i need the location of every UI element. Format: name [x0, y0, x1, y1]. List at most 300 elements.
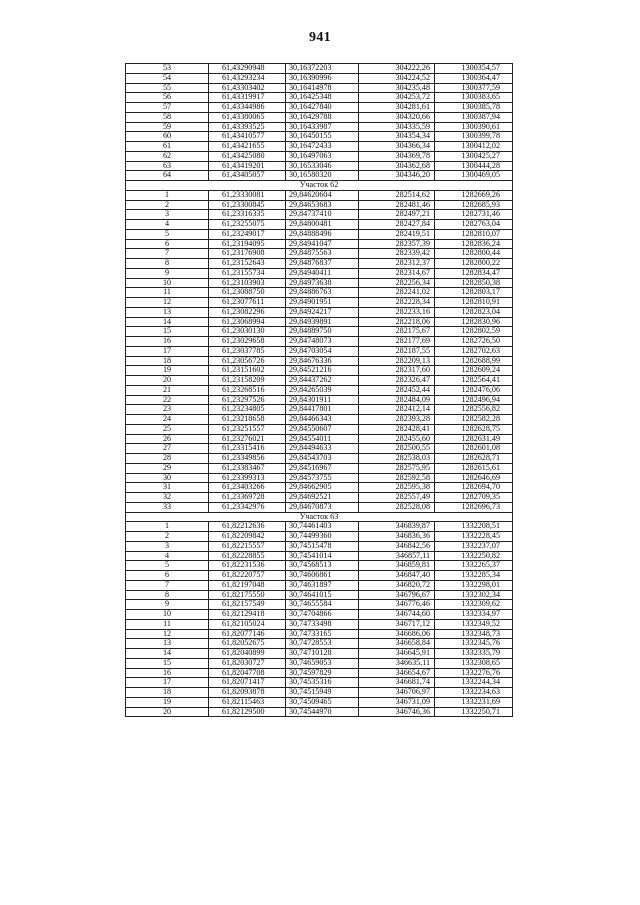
y-coordinate-cell: 1282830,96 — [435, 317, 513, 327]
y-coordinate-cell: 1282810,07 — [435, 229, 513, 239]
latitude-cell: 61,23234805 — [209, 405, 286, 415]
point-number-cell: 8 — [126, 259, 209, 269]
x-coordinate-cell: 282575,95 — [359, 463, 435, 473]
point-number-cell: 25 — [126, 424, 209, 434]
x-coordinate-cell: 282528,08 — [359, 502, 435, 512]
table-row — [126, 658, 513, 668]
latitude-cell: 61,23056726 — [209, 356, 286, 366]
table-row — [126, 307, 513, 317]
y-coordinate-cell: 1282688,99 — [435, 356, 513, 366]
point-number-cell: 18 — [126, 356, 209, 366]
x-coordinate-cell: 282314,67 — [359, 268, 435, 278]
longitude-cell: 30,16450155 — [286, 132, 359, 142]
point-number-cell: 2 — [126, 532, 209, 542]
longitude-cell: 29,84941047 — [286, 239, 359, 249]
point-number-cell: 18 — [126, 688, 209, 698]
point-number-cell: 2 — [126, 200, 209, 210]
y-coordinate-cell: 1282834,47 — [435, 268, 513, 278]
longitude-cell: 30,74515478 — [286, 541, 359, 551]
latitude-cell: 61,82115463 — [209, 697, 286, 707]
x-coordinate-cell: 282497,21 — [359, 210, 435, 220]
longitude-cell: 29,84973638 — [286, 278, 359, 288]
table-row — [126, 619, 513, 629]
longitude-cell: 30,74655584 — [286, 600, 359, 610]
y-coordinate-cell: 1282800,44 — [435, 249, 513, 259]
x-coordinate-cell: 304362,68 — [359, 161, 435, 171]
longitude-cell: 29,84521216 — [286, 366, 359, 376]
longitude-cell: 30,74597829 — [286, 668, 359, 678]
point-number-cell: 4 — [126, 551, 209, 561]
table-row — [126, 259, 513, 269]
y-coordinate-cell: 1282601,08 — [435, 444, 513, 454]
longitude-cell: 29,84620604 — [286, 190, 359, 200]
latitude-cell: 61,43419201 — [209, 161, 286, 171]
y-coordinate-cell: 1282631,49 — [435, 434, 513, 444]
table-row — [126, 571, 513, 581]
x-coordinate-cell: 282312,37 — [359, 259, 435, 269]
latitude-cell: 61,23068994 — [209, 317, 286, 327]
table-row — [126, 346, 513, 356]
table-row — [126, 415, 513, 425]
latitude-cell: 61,23316335 — [209, 210, 286, 220]
x-coordinate-cell: 282500,55 — [359, 444, 435, 454]
y-coordinate-cell: 1282810,91 — [435, 298, 513, 308]
longitude-cell: 29,84670873 — [286, 502, 359, 512]
point-number-cell: 29 — [126, 463, 209, 473]
y-coordinate-cell: 1332237,07 — [435, 541, 513, 551]
table-row — [126, 405, 513, 415]
x-coordinate-cell: 346839,87 — [359, 522, 435, 532]
x-coordinate-cell: 304235,48 — [359, 83, 435, 93]
table-row — [126, 239, 513, 249]
point-number-cell: 26 — [126, 434, 209, 444]
table-row — [126, 678, 513, 688]
y-coordinate-cell: 1300412,02 — [435, 142, 513, 152]
longitude-cell: 29,84748073 — [286, 337, 359, 347]
point-number-cell: 5 — [126, 229, 209, 239]
longitude-cell: 30,16372203 — [286, 64, 359, 74]
x-coordinate-cell: 346686,06 — [359, 629, 435, 639]
point-number-cell: 8 — [126, 590, 209, 600]
longitude-cell: 30,74461403 — [286, 522, 359, 532]
latitude-cell: 61,82052675 — [209, 639, 286, 649]
y-coordinate-cell: 1282646,69 — [435, 473, 513, 483]
x-coordinate-cell: 346847,40 — [359, 571, 435, 581]
longitude-cell: 30,74659053 — [286, 658, 359, 668]
point-number-cell: 14 — [126, 649, 209, 659]
x-coordinate-cell: 346842,56 — [359, 541, 435, 551]
y-coordinate-cell: 1332285,34 — [435, 571, 513, 581]
point-number-cell: 3 — [126, 210, 209, 220]
latitude-cell: 61,23300845 — [209, 200, 286, 210]
point-number-cell: 24 — [126, 415, 209, 425]
x-coordinate-cell: 346658,84 — [359, 639, 435, 649]
table-row — [126, 112, 513, 122]
y-coordinate-cell: 1332208,51 — [435, 522, 513, 532]
latitude-cell: 61,43303402 — [209, 83, 286, 93]
table-row — [126, 376, 513, 386]
y-coordinate-cell: 1282800,22 — [435, 259, 513, 269]
table-row — [126, 668, 513, 678]
y-coordinate-cell: 1300354,57 — [435, 64, 513, 74]
y-coordinate-cell: 1282803,17 — [435, 288, 513, 298]
point-number-cell: 27 — [126, 444, 209, 454]
y-coordinate-cell: 1332234,63 — [435, 688, 513, 698]
y-coordinate-cell: 1282694,70 — [435, 483, 513, 493]
y-coordinate-cell: 1282556,82 — [435, 405, 513, 415]
table-row — [126, 220, 513, 230]
x-coordinate-cell: 346731,09 — [359, 697, 435, 707]
longitude-cell: 29,84889750 — [286, 327, 359, 337]
x-coordinate-cell: 346645,91 — [359, 649, 435, 659]
point-number-cell: 63 — [126, 161, 209, 171]
latitude-cell: 61,43410577 — [209, 132, 286, 142]
longitude-cell: 30,16429788 — [286, 112, 359, 122]
point-number-cell: 30 — [126, 473, 209, 483]
point-number-cell: 9 — [126, 268, 209, 278]
x-coordinate-cell: 282412,14 — [359, 405, 435, 415]
longitude-cell: 29,84939891 — [286, 317, 359, 327]
y-coordinate-cell: 1282763,04 — [435, 220, 513, 230]
point-number-cell: 54 — [126, 73, 209, 83]
latitude-cell: 61,23369728 — [209, 493, 286, 503]
point-number-cell: 6 — [126, 239, 209, 249]
table-row — [126, 424, 513, 434]
x-coordinate-cell: 282481,46 — [359, 200, 435, 210]
section-title: Участок 62 — [126, 181, 513, 191]
y-coordinate-cell: 1300377,59 — [435, 83, 513, 93]
x-coordinate-cell: 346836,36 — [359, 532, 435, 542]
y-coordinate-cell: 1282564,41 — [435, 376, 513, 386]
latitude-cell: 61,82129500 — [209, 707, 286, 717]
x-coordinate-cell: 282455,60 — [359, 434, 435, 444]
point-number-cell: 28 — [126, 454, 209, 464]
y-coordinate-cell: 1300469,05 — [435, 171, 513, 181]
latitude-cell: 61,82157549 — [209, 600, 286, 610]
y-coordinate-cell: 1300444,28 — [435, 161, 513, 171]
latitude-cell: 61,43290948 — [209, 64, 286, 74]
longitude-cell: 29,84901951 — [286, 298, 359, 308]
latitude-cell: 61,82030727 — [209, 658, 286, 668]
y-coordinate-cell: 1332348,73 — [435, 629, 513, 639]
point-number-cell: 64 — [126, 171, 209, 181]
latitude-cell: 61,23037785 — [209, 346, 286, 356]
longitude-cell: 30,74515949 — [286, 688, 359, 698]
longitude-cell: 29,84437262 — [286, 376, 359, 386]
y-coordinate-cell: 1282731,46 — [435, 210, 513, 220]
point-number-cell: 15 — [126, 658, 209, 668]
x-coordinate-cell: 282357,39 — [359, 239, 435, 249]
x-coordinate-cell: 346776,46 — [359, 600, 435, 610]
latitude-cell: 61,82175550 — [209, 590, 286, 600]
y-coordinate-cell: 1300399,78 — [435, 132, 513, 142]
y-coordinate-cell: 1300387,94 — [435, 112, 513, 122]
latitude-cell: 61,82197048 — [209, 580, 286, 590]
y-coordinate-cell: 1282582,28 — [435, 415, 513, 425]
point-number-cell: 13 — [126, 639, 209, 649]
latitude-cell: 61,43344986 — [209, 103, 286, 113]
table-row — [126, 366, 513, 376]
point-number-cell: 11 — [126, 288, 209, 298]
point-number-cell: 10 — [126, 610, 209, 620]
y-coordinate-cell: 1282850,38 — [435, 278, 513, 288]
table-row — [126, 434, 513, 444]
latitude-cell: 61,23176908 — [209, 249, 286, 259]
latitude-cell: 61,23297526 — [209, 395, 286, 405]
longitude-cell: 30,74544970 — [286, 707, 359, 717]
table-row — [126, 356, 513, 366]
longitude-cell: 29,84692521 — [286, 493, 359, 503]
point-number-cell: 17 — [126, 346, 209, 356]
x-coordinate-cell: 282177,69 — [359, 337, 435, 347]
x-coordinate-cell: 304354,34 — [359, 132, 435, 142]
x-coordinate-cell: 282339,42 — [359, 249, 435, 259]
table-row — [126, 649, 513, 659]
longitude-cell: 29,84800481 — [286, 220, 359, 230]
y-coordinate-cell: 1332349,52 — [435, 619, 513, 629]
latitude-cell: 61,23103903 — [209, 278, 286, 288]
point-number-cell: 16 — [126, 337, 209, 347]
y-coordinate-cell: 1332334,97 — [435, 610, 513, 620]
point-number-cell: 14 — [126, 317, 209, 327]
section-title: Участок 63 — [126, 512, 513, 522]
longitude-cell: 29,84876837 — [286, 259, 359, 269]
x-coordinate-cell: 282538,03 — [359, 454, 435, 464]
x-coordinate-cell: 282557,49 — [359, 493, 435, 503]
longitude-cell: 30,74728553 — [286, 639, 359, 649]
longitude-cell: 29,84550607 — [286, 424, 359, 434]
table-row — [126, 93, 513, 103]
y-coordinate-cell: 1282726,50 — [435, 337, 513, 347]
latitude-cell: 61,23315416 — [209, 444, 286, 454]
point-number-cell: 17 — [126, 678, 209, 688]
y-coordinate-cell: 1332335,79 — [435, 649, 513, 659]
point-number-cell: 31 — [126, 483, 209, 493]
latitude-cell: 61,82212636 — [209, 522, 286, 532]
table-row — [126, 200, 513, 210]
longitude-cell: 30,74733165 — [286, 629, 359, 639]
table-row — [126, 697, 513, 707]
table-row — [126, 639, 513, 649]
longitude-cell: 30,16427840 — [286, 103, 359, 113]
y-coordinate-cell: 1282836,24 — [435, 239, 513, 249]
table-row — [126, 229, 513, 239]
longitude-cell: 30,16533046 — [286, 161, 359, 171]
y-coordinate-cell: 1332250,71 — [435, 707, 513, 717]
longitude-cell: 30,74704866 — [286, 610, 359, 620]
table-row — [126, 64, 513, 74]
table-row — [126, 278, 513, 288]
longitude-cell: 30,16580320 — [286, 171, 359, 181]
latitude-cell: 61,82040899 — [209, 649, 286, 659]
table-row — [126, 268, 513, 278]
point-number-cell: 12 — [126, 629, 209, 639]
x-coordinate-cell: 346820,72 — [359, 580, 435, 590]
latitude-cell: 61,23152643 — [209, 259, 286, 269]
point-number-cell: 20 — [126, 376, 209, 386]
latitude-cell: 61,82129418 — [209, 610, 286, 620]
longitude-cell: 30,74568513 — [286, 561, 359, 571]
table-row — [126, 561, 513, 571]
longitude-cell: 29,84301911 — [286, 395, 359, 405]
point-number-cell: 13 — [126, 307, 209, 317]
y-coordinate-cell: 1332244,34 — [435, 678, 513, 688]
x-coordinate-cell: 304224,52 — [359, 73, 435, 83]
point-number-cell: 59 — [126, 122, 209, 132]
table-row — [126, 298, 513, 308]
latitude-cell: 61,43425080 — [209, 151, 286, 161]
latitude-cell: 61,82093878 — [209, 688, 286, 698]
table-row — [126, 132, 513, 142]
latitude-cell: 61,43319917 — [209, 93, 286, 103]
longitude-cell: 30,74535316 — [286, 678, 359, 688]
table-row — [126, 688, 513, 698]
latitude-cell: 61,23030130 — [209, 327, 286, 337]
y-coordinate-cell: 1332228,45 — [435, 532, 513, 542]
longitude-cell: 30,74499360 — [286, 532, 359, 542]
y-coordinate-cell: 1282696,73 — [435, 502, 513, 512]
table-row — [126, 483, 513, 493]
latitude-cell: 61,43405057 — [209, 171, 286, 181]
longitude-cell: 29,84417801 — [286, 405, 359, 415]
table-row — [126, 590, 513, 600]
x-coordinate-cell: 282175,67 — [359, 327, 435, 337]
y-coordinate-cell: 1332309,62 — [435, 600, 513, 610]
longitude-cell: 29,84662905 — [286, 483, 359, 493]
point-number-cell: 58 — [126, 112, 209, 122]
latitude-cell: 61,23399313 — [209, 473, 286, 483]
x-coordinate-cell: 282452,44 — [359, 385, 435, 395]
x-coordinate-cell: 346717,12 — [359, 619, 435, 629]
longitude-cell: 29,84888496 — [286, 229, 359, 239]
latitude-cell: 61,23342976 — [209, 502, 286, 512]
y-coordinate-cell: 1282823,04 — [435, 307, 513, 317]
page-number: 941 — [309, 30, 331, 45]
table-row — [126, 142, 513, 152]
point-number-cell: 55 — [126, 83, 209, 93]
x-coordinate-cell: 282514,62 — [359, 190, 435, 200]
table-row — [126, 83, 513, 93]
x-coordinate-cell: 304320,66 — [359, 112, 435, 122]
y-coordinate-cell: 1300425,27 — [435, 151, 513, 161]
point-number-cell: 16 — [126, 668, 209, 678]
longitude-cell: 29,84703054 — [286, 346, 359, 356]
point-number-cell: 57 — [126, 103, 209, 113]
longitude-cell: 29,84676336 — [286, 356, 359, 366]
table-row — [126, 444, 513, 454]
y-coordinate-cell: 1300385,78 — [435, 103, 513, 113]
latitude-cell: 61,43293234 — [209, 73, 286, 83]
longitude-cell: 29,84466343 — [286, 415, 359, 425]
latitude-cell: 61,23029658 — [209, 337, 286, 347]
table-row — [126, 317, 513, 327]
latitude-cell: 61,23330081 — [209, 190, 286, 200]
longitude-cell: 29,84924217 — [286, 307, 359, 317]
table-row — [126, 473, 513, 483]
point-number-cell: 7 — [126, 580, 209, 590]
x-coordinate-cell: 282428,41 — [359, 424, 435, 434]
table-row — [126, 210, 513, 220]
latitude-cell: 61,23255075 — [209, 220, 286, 230]
longitude-cell: 30,16425348 — [286, 93, 359, 103]
point-number-cell: 20 — [126, 707, 209, 717]
x-coordinate-cell: 304346,20 — [359, 171, 435, 181]
latitude-cell: 61,23151602 — [209, 366, 286, 376]
y-coordinate-cell: 1282615,61 — [435, 463, 513, 473]
y-coordinate-cell: 1282628,75 — [435, 424, 513, 434]
y-coordinate-cell: 1300364,47 — [435, 73, 513, 83]
table-row — [126, 522, 513, 532]
latitude-cell: 61,82231536 — [209, 561, 286, 571]
point-number-cell: 9 — [126, 600, 209, 610]
y-coordinate-cell: 1282669,26 — [435, 190, 513, 200]
latitude-cell: 61,82209842 — [209, 532, 286, 542]
table-row — [126, 707, 513, 717]
longitude-cell: 30,74631897 — [286, 580, 359, 590]
point-number-cell: 6 — [126, 571, 209, 581]
x-coordinate-cell: 282419,51 — [359, 229, 435, 239]
y-coordinate-cell: 1282496,94 — [435, 395, 513, 405]
point-number-cell: 22 — [126, 395, 209, 405]
point-number-cell: 4 — [126, 220, 209, 230]
longitude-cell: 30,74509465 — [286, 697, 359, 707]
x-coordinate-cell: 304222,26 — [359, 64, 435, 74]
latitude-cell: 61,82215557 — [209, 541, 286, 551]
table-row — [126, 151, 513, 161]
y-coordinate-cell: 1282802,59 — [435, 327, 513, 337]
table-row — [126, 73, 513, 83]
latitude-cell: 61,23251557 — [209, 424, 286, 434]
x-coordinate-cell: 346857,11 — [359, 551, 435, 561]
longitude-cell: 29,84554011 — [286, 434, 359, 444]
longitude-cell: 29,84516967 — [286, 463, 359, 473]
table-row — [126, 454, 513, 464]
y-coordinate-cell: 1282709,35 — [435, 493, 513, 503]
table-row — [126, 395, 513, 405]
longitude-cell: 30,16497063 — [286, 151, 359, 161]
latitude-cell: 61,23268516 — [209, 385, 286, 395]
longitude-cell: 30,16433987 — [286, 122, 359, 132]
latitude-cell: 61,23158209 — [209, 376, 286, 386]
y-coordinate-cell: 1282628,71 — [435, 454, 513, 464]
longitude-cell: 30,74710128 — [286, 649, 359, 659]
x-coordinate-cell: 346746,36 — [359, 707, 435, 717]
table-row — [126, 551, 513, 561]
x-coordinate-cell: 282326,47 — [359, 376, 435, 386]
table-row — [126, 103, 513, 113]
table-row — [126, 161, 513, 171]
x-coordinate-cell: 282218,06 — [359, 317, 435, 327]
latitude-cell: 61,82047708 — [209, 668, 286, 678]
point-number-cell: 5 — [126, 561, 209, 571]
x-coordinate-cell: 282317,60 — [359, 366, 435, 376]
x-coordinate-cell: 304253,72 — [359, 93, 435, 103]
y-coordinate-cell: 1282702,63 — [435, 346, 513, 356]
longitude-cell: 29,84940411 — [286, 268, 359, 278]
point-number-cell: 7 — [126, 249, 209, 259]
latitude-cell: 61,43421655 — [209, 142, 286, 152]
point-number-cell: 11 — [126, 619, 209, 629]
longitude-cell: 29,84875563 — [286, 249, 359, 259]
y-coordinate-cell: 1300390,61 — [435, 122, 513, 132]
y-coordinate-cell: 1332302,34 — [435, 590, 513, 600]
latitude-cell: 61,23383467 — [209, 463, 286, 473]
coordinates-table — [125, 63, 513, 717]
section-header-row — [126, 512, 513, 522]
x-coordinate-cell: 304281,61 — [359, 103, 435, 113]
y-coordinate-cell: 1282685,93 — [435, 200, 513, 210]
latitude-cell: 61,82220757 — [209, 571, 286, 581]
